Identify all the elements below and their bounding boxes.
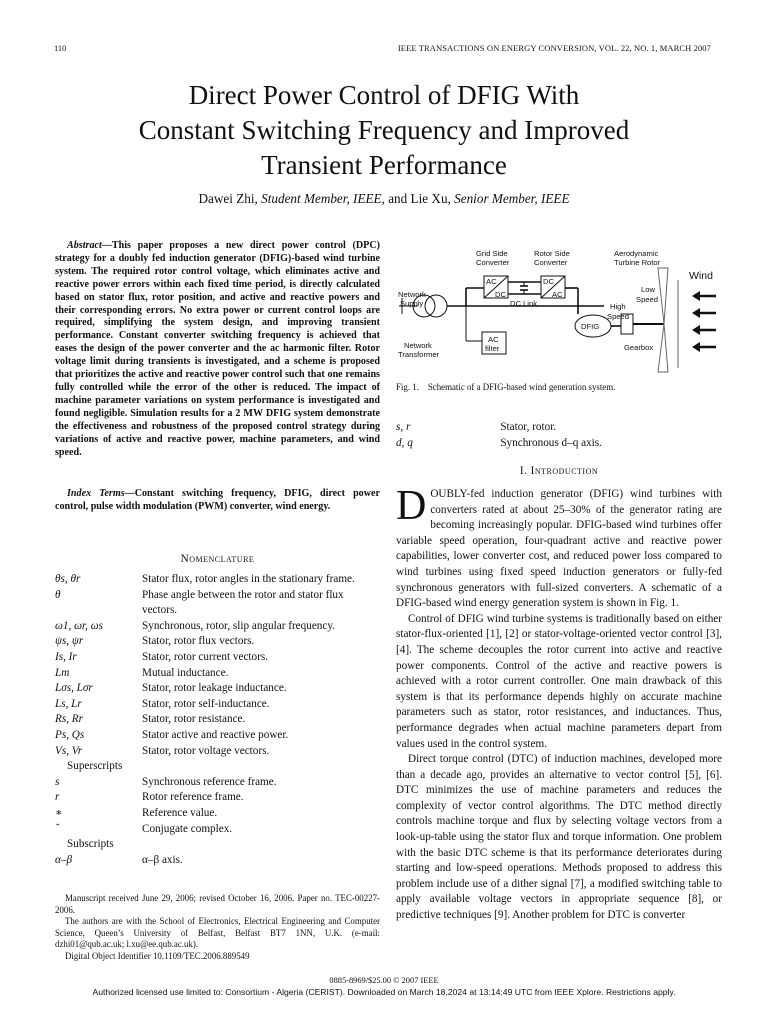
drop-cap: D xyxy=(396,483,427,529)
nomenclature-row xyxy=(55,650,380,666)
dfig-label: DFIG xyxy=(581,322,600,331)
nomenclature-row xyxy=(55,634,380,650)
title-line: Direct Power Control of DFIG With xyxy=(188,80,580,110)
rotor-side-converter-label: Converter xyxy=(534,258,568,267)
title-line: Constant Switching Frequency and Improved xyxy=(138,115,630,145)
nomenclature-symbol: α–β xyxy=(55,853,73,866)
author-conjunction: , and xyxy=(381,191,411,206)
ac-filter-label: filter xyxy=(485,344,500,353)
nomenclature-description: Stator, rotor current vectors. xyxy=(142,650,268,663)
dc-ac-label: AC xyxy=(552,290,563,299)
wind-arrowhead xyxy=(692,325,700,335)
author-name: Lie Xu xyxy=(410,191,448,206)
nomenclature-symbol: Rs, Rr xyxy=(55,713,83,726)
nomenclature-description: Synchronous, rotor, slip angular frequency. xyxy=(142,619,336,632)
paragraph: Control of DFIG wind turbine systems is traditionally based on either stator-flux-oriented [1], [2] or stator-voltage-oriented vector control [3], [4]. The scheme decouples the rotor current into active and reactive power components. Control of the active and reactive powers is achieved with a rotor current controller. One main drawback of this system is that its performance depends highly on accurate machine parameters such as stator, rotor resistances, and inductances. Thus, performance degrades when actual machine parameters depart from values used in the control system. xyxy=(396,612,722,750)
gearbox-label: Gearbox xyxy=(624,343,654,352)
paragraph: Direct torque control (DTC) of induction machines, developed more than a decade ago, provides an alternative to vector control [5], [6]. DTC minimizes the use of machine parameters and reduces the complexity of vector control algorithms. The DTC method directly controls machine torque and flux by selecting voltage vectors from a look-up-table using the stator flux and torque information. One problem with the basic DTC scheme is that its performance deteriorates during starting and low-speed operations. Methods proposed to address this problem include use of a dither signal [7], a modified switching table to apply available voltage vectors in appropriate sequence [8], or predictive techniques [9]. Another problem for DTC is converter xyxy=(396,753,722,922)
nomenclature-description: α–β axis. xyxy=(142,853,183,866)
nomenclature-description: Stator active and reactive power. xyxy=(142,728,289,741)
nomenclature-symbol: θs, θr xyxy=(55,573,81,585)
section-heading: I. Introduction xyxy=(519,465,599,477)
nomenclature-symbol: Ls, Lr xyxy=(55,697,82,710)
paragraph xyxy=(396,483,722,612)
network-supply-label: Supply xyxy=(400,299,424,308)
dfig-schematic-figure xyxy=(396,246,726,374)
nomenclature-description: Stator, rotor. xyxy=(500,421,557,433)
journal-header: IEEE TRANSACTIONS ON ENERGY CONVERSION, VOL. 22, NO. 1, MARCH 2007 xyxy=(397,43,711,53)
nomenclature-description: Stator flux, rotor angles in the stationary frame. xyxy=(142,573,355,585)
page-number: 110 xyxy=(54,43,67,53)
nomenclature-symbol: Lσs, Lσr xyxy=(55,682,93,695)
nomenclature-description: Rotor reference frame. xyxy=(142,791,244,804)
figure-caption-text: Schematic of a DFIG-based wind generation system. xyxy=(427,382,616,392)
title-line: Transient Performance xyxy=(261,150,507,180)
author-role: Student Member, IEEE xyxy=(261,191,382,206)
nomenclature-symbol: θ xyxy=(55,588,61,601)
turbine-blade-upper xyxy=(658,268,668,324)
high-speed-label: High xyxy=(610,302,626,311)
index-terms-label: Index Terms xyxy=(67,488,125,499)
nomenclature-symbol: ˆ xyxy=(55,822,59,835)
transformer-coil-2 xyxy=(425,295,447,317)
nomenclature-description: Synchronous d–q axis. xyxy=(500,436,602,449)
footnote xyxy=(55,893,380,963)
nomenclature-symbol: Vs, Vr xyxy=(55,744,83,757)
author-list: Dawei Zhi, Student Member, IEEE, and Lie Xu, Senior Member, IEEE xyxy=(198,191,570,206)
nomenclature-row xyxy=(55,619,380,635)
nomenclature-heading: Nomenclature xyxy=(180,553,255,565)
nomenclature-description: Phase angle between the rotor and stator flux vectors. xyxy=(142,588,344,617)
nomenclature-subheading: Subscripts xyxy=(67,838,114,851)
nomenclature-symbol: Lm xyxy=(55,666,70,679)
nomenclature-symbol: ψs, ψr xyxy=(55,635,84,648)
wind-label: Wind xyxy=(689,270,713,282)
turbine-blade-lower xyxy=(658,324,668,372)
wind-arrowhead xyxy=(692,291,700,301)
abstract-label: Abstract xyxy=(67,240,102,251)
index-terms-text: —Constant switching frequency, DFIG, direct power control, pulse width modulation (PWM) converter, wind energy. xyxy=(55,488,380,512)
nomenclature-description: Stator, rotor flux vectors. xyxy=(142,635,255,648)
nomenclature-row xyxy=(396,420,722,436)
turbine-rotor-label: Aerodynamic xyxy=(614,249,659,258)
nomenclature-row xyxy=(55,728,380,744)
paragraph-text: OUBLY-fed induction generator (DFIG) wind turbines with converters rated at about 25–30% of the generator rating are becoming increasingly popular. DFIG-based wind turbines offer variable speed operation, four-quadrant active and reactive power capabilities, lower converter cost, and reduced power loss compared to wind turbines using fixed speed induction generators or fully-fed synchronous generators with full-sized converters. A schematic of a DFIG-based wind energy generation system is shown in Fig. 1. xyxy=(396,488,722,610)
nomenclature-description: Mutual inductance. xyxy=(142,666,229,679)
nomenclature-symbol: s, r xyxy=(396,421,411,433)
nomenclature-row xyxy=(55,853,380,869)
nomenclature-subheading: Superscripts xyxy=(67,760,123,773)
network-supply-label: Network xyxy=(398,290,426,299)
ac-dc-label: AC xyxy=(486,277,497,286)
grid-side-converter-label: Converter xyxy=(476,258,510,267)
footnote-affiliation: The authors are with the School of Electronics, Electrical Engineering and Computer Science, Queen’s University of Belfast, Belfast BT7 1NN, U.K. (e-mail: dzhi01@qub.ac.uk; l.xu@ee.qub.ac.uk). xyxy=(55,916,380,950)
nomenclature-symbol: ω1, ωr, ωs xyxy=(55,619,103,632)
nomenclature-row xyxy=(55,806,380,822)
figure-caption-label: Fig. 1. xyxy=(396,382,419,392)
ac-filter-label: AC xyxy=(488,335,499,344)
wind-arrowhead xyxy=(692,342,700,352)
high-speed-label: Speed xyxy=(607,312,629,321)
dc-ac-label: DC xyxy=(543,277,554,286)
nomenclature-row xyxy=(55,744,380,760)
nomenclature-symbol: Ps, Qs xyxy=(55,728,85,741)
nomenclature-row xyxy=(55,822,380,838)
nomenclature-symbol: r xyxy=(55,791,60,804)
author-name: Dawei Zhi xyxy=(198,191,255,206)
nomenclature-description: Stator, rotor leakage inductance. xyxy=(142,682,287,695)
index-terms xyxy=(55,488,380,514)
turbine-rotor-label: Turbine Rotor xyxy=(614,258,661,267)
nomenclature-table xyxy=(55,572,380,868)
wind-arrowhead xyxy=(692,308,700,318)
nomenclature-description: Stator, rotor self-inductance. xyxy=(142,697,270,710)
network-transformer-label: Network xyxy=(404,341,432,350)
license-notice: Authorized licensed use limited to: Consortium - Algeria (CERIST). Downloaded on March 18,2024 at 13:14:49 UTC from IEEE Xplore. Restrictions apply. xyxy=(92,987,676,997)
introduction-text xyxy=(396,483,722,924)
nomenclature-description: Reference value. xyxy=(142,806,218,819)
nomenclature-row xyxy=(55,775,380,791)
nomenclature-description: Conjugate complex. xyxy=(142,822,233,835)
footnote-doi: Digital Object Identifier 10.1109/TEC.2006.889549 xyxy=(65,950,250,961)
ac-dc-label: DC xyxy=(495,290,506,299)
author-role: Senior Member, IEEE xyxy=(454,191,570,206)
copyright-line: 0885-8969/$25.00 © 2007 IEEE xyxy=(329,976,439,985)
nomenclature-description: Stator, rotor resistance. xyxy=(142,713,246,726)
rotor-side-converter-label: Rotor Side xyxy=(534,249,570,258)
abstract xyxy=(55,240,380,459)
nomenclature-row xyxy=(396,436,722,452)
nomenclature-symbol: Is, Ir xyxy=(55,650,77,663)
nomenclature-row xyxy=(55,790,380,806)
nomenclature-row xyxy=(55,572,380,588)
network-transformer-label: Transformer xyxy=(398,350,440,359)
nomenclature-symbol: ∗ xyxy=(55,806,63,819)
nomenclature-row xyxy=(55,681,380,697)
extra-symbols xyxy=(396,420,722,451)
grid-side-converter-label: Grid Side xyxy=(476,249,508,258)
nomenclature-description: Stator, rotor voltage vectors. xyxy=(142,744,270,757)
paper-title xyxy=(40,78,728,183)
footnote-received: Manuscript received June 29, 2006; revised October 16, 2006. Paper no. TEC-00227-2006. xyxy=(55,893,380,915)
low-speed-label: Speed xyxy=(636,295,658,304)
abstract-text: —This paper proposes a new direct power control (DPC) strategy for a doubly fed induction generator (DFIG)-based wind turbine system. The required rotor control voltage, which eliminates active and reactive power errors within each fixed time period, is directly calculated based on stator flux, rotor position, and active and reactive powers and their corresponding errors. No extra power or current control loops are required, simplifying the system design, and improving transient performance. Constant converter switching frequency is achieved that eases the design of the power converter and the ac harmonic filter. Rotor voltage limit during transients is investigated, and a scheme is proposed that prioritizes the active and reactive power control such that one remains fully controlled while the error of the other is reduced. The impact of machine parameter variations on system performance is investigated and found negligible. Simulation results for a 2 MW DFIG system demonstrate the effectiveness and robustness of the proposed control strategy during variations of active and reactive power, machine parameters, and wind speed. xyxy=(55,240,380,458)
nomenclature-row xyxy=(55,666,380,682)
nomenclature-row xyxy=(55,697,380,713)
nomenclature-row xyxy=(55,588,380,619)
nomenclature-description: Synchronous reference frame. xyxy=(142,775,277,788)
figure-caption xyxy=(396,382,615,392)
nomenclature-row xyxy=(55,712,380,728)
dc-link-label: DC Link xyxy=(510,299,538,308)
nomenclature-symbol: s xyxy=(55,775,60,788)
nomenclature-symbol: d, q xyxy=(396,436,413,449)
low-speed-label: Low xyxy=(641,285,655,294)
